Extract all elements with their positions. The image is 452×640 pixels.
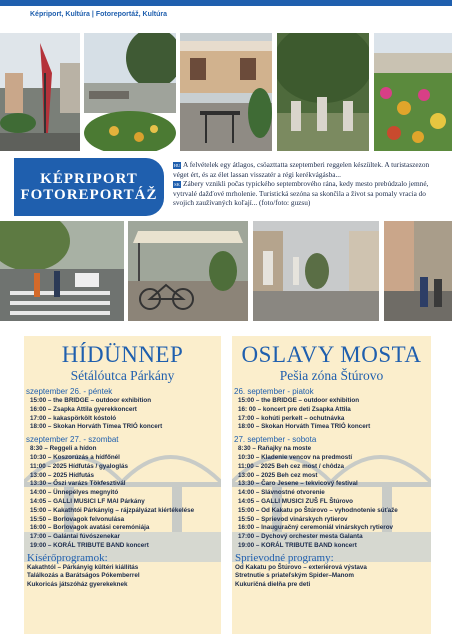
day1-heading-hu: szeptember 26. - péntek: [26, 387, 113, 396]
schedule-item: 13:30 – Čaro Jesene – tekvicový festival: [238, 480, 358, 488]
day1-list-sk: [238, 397, 431, 432]
schedule-item: 15:00 – Od Kakatu po Štúrovo – vyhodnotenie súťaže: [238, 506, 398, 514]
top-accent-bar: [0, 0, 452, 6]
program-title-hu: HÍDÜNNEP: [61, 342, 184, 367]
schedule-item: 15:50 – Sprievod vinárskych rytierov: [238, 515, 348, 523]
photo-street-people: [384, 221, 452, 321]
photo-cafe-terrace: [180, 33, 272, 151]
side-program-item: Kukuričná dielňa pre deti: [235, 580, 311, 588]
breadcrumb: [30, 11, 167, 18]
feature-title-sk: FOTOREPORTÁŽ: [20, 187, 158, 203]
schedule-item: 15:00 – the BRIDGE – outdoor exhibition: [238, 397, 360, 404]
day2-heading-sk: 27. september - sobota: [234, 435, 317, 445]
schedule-item: 19:00 – KORÁL TRIBUTE BAND koncert: [30, 541, 149, 549]
schedule-item: 13:00 – 2025 Hídfutás: [30, 471, 95, 479]
schedule-item: 19:00 – KORÁL TRIBUTE BAND koncert: [238, 541, 357, 549]
day1-list-hu: [30, 397, 221, 432]
side-program-item: Kukoricás játszóház gyerekeknek: [27, 580, 128, 588]
hu-flag-icon: HU: [173, 162, 181, 168]
program-box-hu: [24, 336, 221, 634]
photo-monuments-park: [277, 33, 369, 151]
photo-flower-garden: [374, 33, 452, 151]
program-title-sk: OSLAVY MOSTA: [241, 342, 422, 367]
photo-crosswalk: [0, 221, 124, 321]
schedule-item: 14:00 – Slávnostné otvorenie: [238, 489, 325, 497]
day2-list-hu: [30, 445, 221, 551]
schedule-item: 14:05 – GALLI MUSICI ZUŠ FL Štúrovo: [238, 497, 353, 505]
program-subtitle-hu: Sétálóutca Párkány: [70, 368, 175, 383]
program-subtitle-sk: Pešia zóna Štúrovo: [279, 368, 384, 383]
schedule-item: 17:00 – Galántai fúvószenekar: [30, 533, 120, 541]
schedule-item: 14:05 – GALLI MUSICI LF MAI Párkány: [30, 497, 145, 505]
breadcrumb-section-b[interactable]: Fotoreportáž, Kultúra: [95, 11, 168, 18]
schedule-item: 10:30 – Kladenie vencov na predmostí: [238, 453, 353, 461]
side-program-item: Od Kakatu po Štúrovo – exteriérová výstava: [235, 563, 367, 571]
side-program-item: Találkozás a Barátságos Pókemberrel: [27, 572, 140, 580]
schedule-item: 16:00 – Borlovagok avatási ceremóniája: [30, 524, 150, 532]
schedule-item: 11:00 – 2025 Beh cez most / chôdza: [238, 462, 345, 470]
caption-hu: A felvételek egy átlagos, csöazttatta szeptemberi reggelen készültek. A turistaszezon véget ért, és az élet lassan visszatér a régi kerékvágásba...: [173, 160, 430, 179]
schedule-item: 18:00 – Skokan Horváth Tímea TRIÓ koncert: [238, 423, 371, 431]
schedule-item: 16: 00 – koncert pre deti Zsapka Attila: [238, 405, 351, 413]
side-program-item: Stretnutie s priateľským Spider–Manom: [235, 572, 354, 580]
schedule-item: 15:50 – Borlovagok felvonulása: [30, 515, 125, 523]
schedule-item: 16:00 – Zsapka Attila gyerekkoncert: [30, 405, 137, 413]
schedule-item: 13:00 – 2025 Beh cez most: [238, 471, 318, 479]
photo-pedestrian-zone: [253, 221, 379, 321]
side-program-item: Kakathtól – Párkányig kültéri kiállítás: [27, 563, 139, 571]
schedule-item: 8:30 – Raňajky na moste: [238, 445, 312, 453]
schedule-item: 14:00 – Ünnepélyes megnyitó: [30, 489, 119, 497]
breadcrumb-separator: |: [91, 11, 94, 18]
schedule-item: 15:00 – Kakathtói Párkányig – rájzpályázat kiértékelése: [30, 506, 195, 514]
day2-list-sk: [238, 445, 431, 551]
schedule-item: 17:00 – kohúti perkelt – ochutnávka: [238, 414, 345, 422]
feature-title-hu: KÉPRIPORT: [40, 170, 138, 187]
photo-bicycle-cafe: [128, 221, 248, 321]
sk-flag-icon: SK: [174, 182, 180, 188]
day1-heading-sk: 26. september - piatok: [234, 387, 314, 396]
schedule-item: 17:00 – kakaspörkölt kóstoló: [30, 414, 117, 422]
caption-sk: Zábery vznikli počas typického septembrového rána, kedy mesto prebúdzalo jemné, vytrvalé dažďové mrholenie. Turistická sezóna sa skončila a život sa pomaly vracia do svojich zaužívaných koľají... (foto/foto: guzsu): [173, 179, 429, 208]
day2-heading-hu: szeptember 27. - szombat: [26, 435, 119, 445]
schedule-item: 18:00 – Skokan Horváth Tímea TRIÓ koncert: [30, 423, 163, 431]
feature-title-box: [14, 158, 164, 216]
schedule-item: 10:30 – Koszorúzás a hídfőnél: [30, 453, 120, 461]
side-programs-heading-sk: Sprievodné programy:: [235, 551, 334, 564]
schedule-item: 17:00 – Dychový orchester mesta Galanta: [238, 533, 363, 541]
schedule-item: 16:00 – Inauguračný ceremoniál vinárskych rytierov: [238, 524, 394, 532]
photo-caption: [173, 160, 445, 208]
schedule-item: 11:00 – 2025 Hídfutás / gyaloglás: [30, 462, 128, 470]
photo-flowerbed-square: [84, 33, 176, 151]
schedule-item: 15:00 – the BRIDGE – outdoor exhibition: [30, 397, 152, 404]
schedule-item: 13:30 – Őszi varázs Tökfesztivál: [30, 480, 126, 488]
side-programs-heading-hu: Kísérőprogramok:: [27, 551, 108, 564]
program-box-sk: [232, 336, 431, 634]
schedule-item: 8:30 – Reggeli a hídon: [30, 445, 97, 453]
photo-umbrella-square: [0, 33, 80, 151]
breadcrumb-section-a[interactable]: Képriport, Kultúra: [30, 11, 90, 18]
